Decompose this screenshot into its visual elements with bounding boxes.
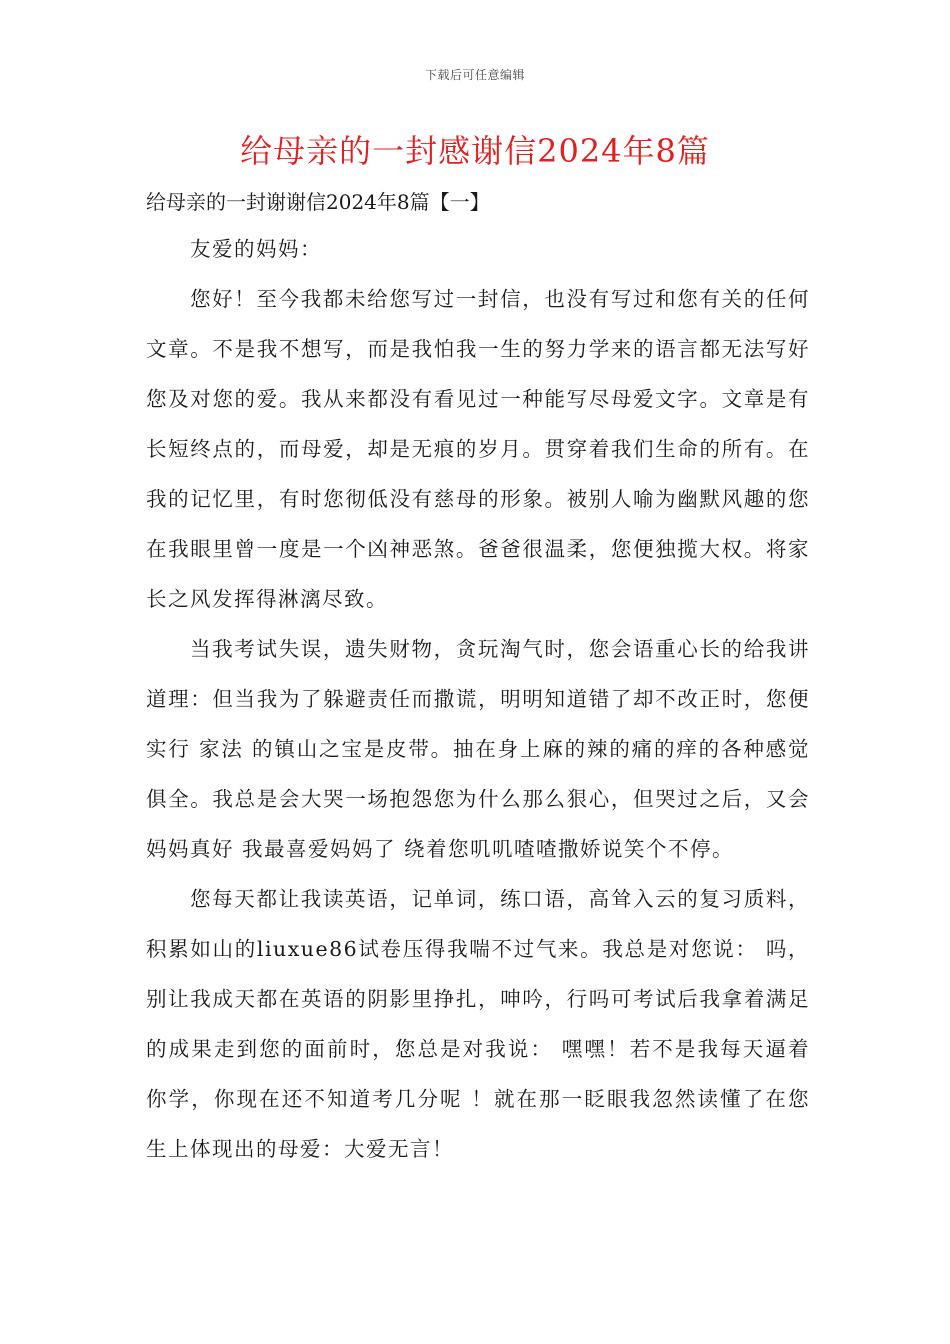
paragraph-1: 您好！至今我都未给您写过一封信，也没有写过和您有关的任何文章。不是我不想写，而是我怕我一生的努力学来的语言都无法写好您及对您的爱。我从来都没有看见过一种能写尽母爱文字。文章是有长短终点的，而母爱，却是无痕的岁月。贯穿着我们生命的所有。在我的记忆里，有时您彻低没有慈母的形象。被别人喻为幽默风趣的您在我眼里曾一度是一个凶神恶煞。爸爸很温柔，您便独揽大权。将家长之风发挥得淋漓尽致。 — [146, 287, 810, 611]
letter-body — [146, 224, 810, 1174]
header-note: 下载后可任意编辑 — [424, 68, 525, 82]
document-title: 给母亲的一封感谢信2024年8篇 — [240, 132, 710, 170]
section-heading: 给母亲的一封谢谢信2024年8篇【一】 — [146, 190, 490, 214]
letter-greeting: 友爱的妈妈： — [190, 237, 322, 261]
paragraph-3: 您每天都让我读英语，记单词，练口语，高耸入云的复习质料，积累如山的liuxue86试卷压得我喘不过气来。我总是对您说： 吗，别让我成天都在英语的阴影里挣扎，呻吟，行吗可考试后我拿着满足的成果走到您的面前时，您总是对我说： 嘿嘿！若不是我每天逼着你学，你现在还不知道考几分呢 ！就在那一眨眼我忽然读懂了在您生上体现出的母爱：大爱无言！ — [146, 887, 810, 1161]
paragraph-2: 当我考试失误，遗失财物，贪玩淘气时，您会语重心长的给我讲道理：但当我为了躲避责任而撒谎，明明知道错了却不改正时，您便实行 家法 的镇山之宝是皮带。抽在身上麻的辣的痛的痒的各种感觉俱全。我总是会大哭一场抱怨您为什么那么狠心，但哭过之后，又会 妈妈真好 我最喜爱妈妈了 绕着您叽叽喳喳撒娇说笑个不停。 — [146, 637, 810, 861]
